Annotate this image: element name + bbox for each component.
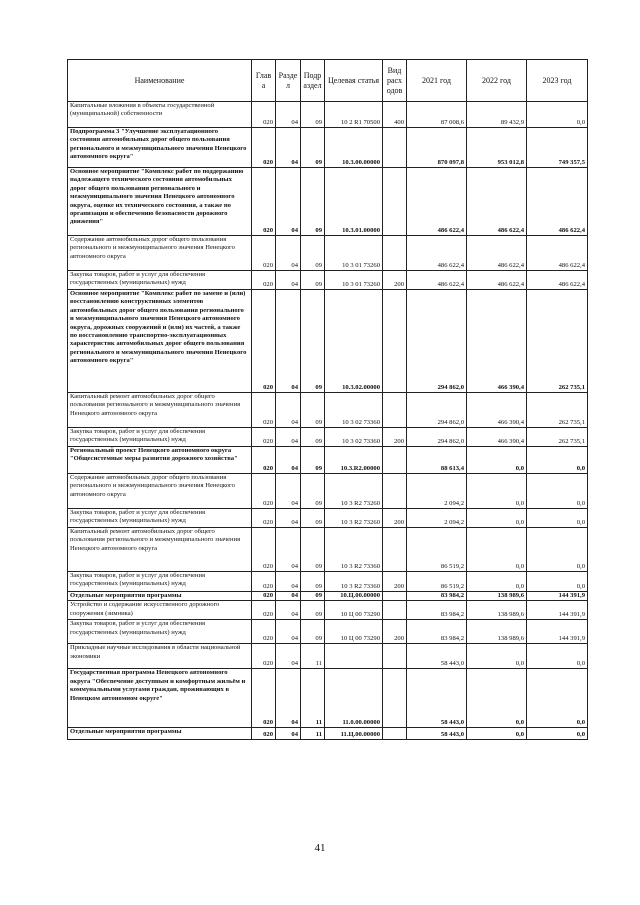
cell-podrazdel: 09 [301,447,325,474]
cell-podrazdel: 09 [301,168,325,236]
cell-razdel: 04 [276,168,301,236]
cell-2022: 138 989,6 [467,620,527,644]
cell-2021: 294 862,0 [407,290,467,393]
cell-name: Закупка товаров, работ и услуг для обеспечения государственных (муниципальных) нужд [68,620,252,644]
cell-2022: 0,0 [467,669,527,728]
header-statya: Целевая статья [325,60,383,102]
cell-statya: 11.0.00.00000 [325,669,383,728]
cell-vid [383,592,407,601]
cell-statya: 10.3.R2.00000 [325,447,383,474]
cell-vid [383,474,407,509]
cell-2023: 0,0 [527,509,588,528]
cell-2021: 88 613,4 [407,447,467,474]
cell-2022: 0,0 [467,728,527,740]
cell-name: Закупка товаров, работ и услуг для обеспечения государственных (муниципальных) нужд [68,572,252,592]
cell-statya: 10 2 R1 70500 [325,102,383,128]
header-name: Наименование [68,60,252,102]
cell-statya: 10.3.00.00000 [325,128,383,168]
cell-statya: 10.3.01.00000 [325,168,383,236]
cell-2023: 0,0 [527,102,588,128]
cell-statya: 10 3 R2 73260 [325,474,383,509]
cell-statya: 10 3 02 73360 [325,393,383,428]
header-podrazdel: Подр аздел [301,60,325,102]
cell-glava: 020 [252,572,276,592]
cell-2023: 144 391,9 [527,620,588,644]
cell-razdel: 04 [276,290,301,393]
cell-2023: 262 735,1 [527,428,588,447]
cell-name: Подпрограмма 3 "Улучшение эксплуатационного состояния автомобильных дорог общего пользования регионального и межмуниципального значения Ненецкого автономного округа" [68,128,252,168]
cell-glava: 020 [252,102,276,128]
header-2023: 2023 год [527,60,588,102]
cell-2022: 138 989,6 [467,601,527,620]
cell-glava: 020 [252,728,276,740]
cell-name: Капитальный ремонт автомобильных дорог общего пользования регионального и межмуниципального значения Ненецкого автономного округа [68,393,252,428]
table-row [68,102,588,128]
header-row [68,60,588,102]
cell-2022: 486 622,4 [467,168,527,236]
cell-statya: 10 Ц 00 73290 [325,601,383,620]
cell-vid: 200 [383,620,407,644]
cell-vid: 400 [383,102,407,128]
cell-name: Отдельные мероприятия программы [68,592,252,601]
cell-2023: 0,0 [527,728,588,740]
cell-razdel: 04 [276,447,301,474]
cell-2023: 144 391,9 [527,601,588,620]
cell-name: Закупка товаров, работ и услуг для обеспечения государственных (муниципальных) нужд [68,428,252,447]
cell-podrazdel: 09 [301,528,325,572]
table-row [68,592,588,601]
cell-podrazdel: 09 [301,102,325,128]
cell-podrazdel: 09 [301,271,325,290]
cell-statya: 10.3.02.00000 [325,290,383,393]
cell-razdel: 04 [276,728,301,740]
cell-2023: 0,0 [527,447,588,474]
cell-podrazdel: 11 [301,728,325,740]
cell-podrazdel: 09 [301,236,325,271]
table-row [68,528,588,572]
cell-statya: 11.Ц.00.00000 [325,728,383,740]
cell-2021: 58 443,0 [407,644,467,669]
cell-2022: 466 390,4 [467,290,527,393]
cell-name: Региональный проект Ненецкого автономного округа "Общесистемные меры развития дорожного хозяйства" [68,447,252,474]
cell-razdel: 04 [276,669,301,728]
cell-2021: 486 622,4 [407,236,467,271]
cell-glava: 020 [252,474,276,509]
header-2022: 2022 год [467,60,527,102]
table-row [68,572,588,592]
table-row [68,290,588,393]
table-row [68,393,588,428]
cell-2022: 466 390,4 [467,428,527,447]
cell-statya: 10 3 R2 73360 [325,528,383,572]
budget-table [67,59,588,740]
cell-name: Прикладные научные исследования в области национальной экономики [68,644,252,669]
cell-podrazdel: 11 [301,644,325,669]
cell-razdel: 04 [276,393,301,428]
cell-podrazdel: 11 [301,669,325,728]
cell-vid [383,728,407,740]
table-row [68,509,588,528]
cell-statya: 10 3 01 73260 [325,271,383,290]
cell-glava: 020 [252,592,276,601]
cell-razdel: 04 [276,644,301,669]
table-row [68,728,588,740]
cell-vid [383,447,407,474]
cell-glava: 020 [252,271,276,290]
cell-name: Содержание автомобильных дорог общего пользования регионального и межмуниципального значения Ненецкого автономного округа [68,236,252,271]
cell-razdel: 04 [276,592,301,601]
cell-vid: 200 [383,572,407,592]
cell-podrazdel: 09 [301,128,325,168]
cell-glava: 020 [252,428,276,447]
cell-2023: 486 622,4 [527,168,588,236]
cell-razdel: 04 [276,236,301,271]
cell-2022: 0,0 [467,644,527,669]
cell-2021: 87 008,6 [407,102,467,128]
cell-2021: 486 622,4 [407,168,467,236]
cell-glava: 020 [252,168,276,236]
cell-2023: 262 735,1 [527,393,588,428]
cell-statya: 10 3 R2 73260 [325,509,383,528]
cell-statya [325,644,383,669]
cell-glava: 020 [252,290,276,393]
cell-2022: 0,0 [467,474,527,509]
cell-2023: 486 622,4 [527,236,588,271]
cell-2021: 86 519,2 [407,528,467,572]
cell-statya: 10 Ц 00 73290 [325,620,383,644]
cell-glava: 020 [252,447,276,474]
cell-razdel: 04 [276,102,301,128]
cell-2021: 86 519,2 [407,572,467,592]
cell-razdel: 04 [276,428,301,447]
cell-name: Устройство и содержание искусственного дорожного сооружения (зимника) [68,601,252,620]
cell-2022: 89 432,9 [467,102,527,128]
cell-podrazdel: 09 [301,509,325,528]
header-razdel: Разде л [276,60,301,102]
cell-2022: 0,0 [467,572,527,592]
table-body [68,102,588,740]
cell-glava: 020 [252,669,276,728]
cell-razdel: 04 [276,601,301,620]
cell-statya: 10 3 02 73360 [325,428,383,447]
cell-2021: 294 862,0 [407,428,467,447]
cell-razdel: 04 [276,572,301,592]
cell-glava: 020 [252,528,276,572]
cell-podrazdel: 09 [301,592,325,601]
cell-name: Отдельные мероприятия программы [68,728,252,740]
table-row [68,168,588,236]
cell-razdel: 04 [276,474,301,509]
cell-2021: 83 984,2 [407,601,467,620]
cell-vid: 200 [383,428,407,447]
cell-name: Закупка товаров, работ и услуг для обеспечения государственных (муниципальных) нужд [68,271,252,290]
cell-name: Государственная программа Ненецкого автономного округа "Обеспечение доступным и комфортным жильём и коммунальными услугами граждан, проживающих в Ненецком автономном округе" [68,669,252,728]
table-row [68,128,588,168]
table-row [68,474,588,509]
cell-glava: 020 [252,509,276,528]
cell-glava: 020 [252,644,276,669]
header-vid: Вид расх одов [383,60,407,102]
cell-razdel: 04 [276,509,301,528]
header-glava: Глав а [252,60,276,102]
cell-2022: 486 622,4 [467,271,527,290]
cell-podrazdel: 09 [301,393,325,428]
table-row [68,644,588,669]
table-row [68,601,588,620]
cell-2021: 294 862,0 [407,393,467,428]
cell-vid [383,236,407,271]
cell-glava: 020 [252,236,276,271]
cell-podrazdel: 09 [301,601,325,620]
cell-glava: 020 [252,128,276,168]
cell-2022: 953 012,8 [467,128,527,168]
cell-2021: 870 097,8 [407,128,467,168]
cell-podrazdel: 09 [301,290,325,393]
cell-name: Основное мероприятие "Комплекс работ по замене и (или) восстановлению конструктивных элементов автомобильных дорог общего пользования регионального и межмуниципального значения Ненецкого автономного округа, дорожных сооружений и (или) их частей, а также по восстановлению транспортно-эксплуатационных характеристик автомобильных дорог общего пользования регионального и межмуниципального значения Ненецкого автономного округа" [68,290,252,393]
cell-2023: 144 391,9 [527,592,588,601]
cell-name: Основное мероприятие "Комплекс работ по поддержанию надлежащего технического состояния автомобильных дорог общего пользования регионального и межмуниципального значения Ненецкого автономного округа, оценке их технического состояния, а также по организации и обеспечению безопасности дорожного движения" [68,168,252,236]
cell-2021: 486 622,4 [407,271,467,290]
cell-2023: 486 622,4 [527,271,588,290]
cell-statya: 10 3 R2 73360 [325,572,383,592]
cell-2022: 466 390,4 [467,393,527,428]
cell-2023: 262 735,1 [527,290,588,393]
cell-vid [383,601,407,620]
cell-vid [383,290,407,393]
cell-podrazdel: 09 [301,428,325,447]
cell-2022: 138 989,6 [467,592,527,601]
table-row [68,620,588,644]
header-2021: 2021 год [407,60,467,102]
cell-2021: 58 443,0 [407,669,467,728]
cell-2022: 486 622,4 [467,236,527,271]
cell-2023: 749 357,5 [527,128,588,168]
cell-vid [383,669,407,728]
table-row [68,236,588,271]
cell-vid [383,644,407,669]
cell-vid [383,393,407,428]
cell-2022: 0,0 [467,528,527,572]
cell-2023: 0,0 [527,572,588,592]
cell-glava: 020 [252,620,276,644]
cell-vid [383,528,407,572]
cell-2021: 2 094,2 [407,509,467,528]
cell-2021: 2 094,2 [407,474,467,509]
cell-2021: 58 443,0 [407,728,467,740]
cell-vid [383,168,407,236]
cell-razdel: 04 [276,528,301,572]
cell-vid [383,128,407,168]
cell-name: Капитальные вложения в объекты государственной (муниципальной) собственности [68,102,252,128]
cell-name: Закупка товаров, работ и услуг для обеспечения государственных (муниципальных) нужд [68,509,252,528]
cell-podrazdel: 09 [301,474,325,509]
cell-razdel: 04 [276,620,301,644]
cell-2022: 0,0 [467,509,527,528]
cell-statya: 10 3 01 73260 [325,236,383,271]
cell-razdel: 04 [276,271,301,290]
cell-2021: 83 984,2 [407,620,467,644]
cell-glava: 020 [252,601,276,620]
cell-vid: 200 [383,271,407,290]
cell-vid: 200 [383,509,407,528]
table-row [68,271,588,290]
cell-glava: 020 [252,393,276,428]
page-number: 41 [314,842,326,854]
cell-name: Содержание автомобильных дорог общего пользования регионального и межмуниципального значения Ненецкого автономного округа [68,474,252,509]
cell-2023: 0,0 [527,528,588,572]
cell-2023: 0,0 [527,474,588,509]
table-row [68,669,588,728]
cell-name: Капитальный ремонт автомобильных дорог общего пользования регионального и межмуниципального значения Ненецкого автономного округа [68,528,252,572]
cell-2023: 0,0 [527,669,588,728]
cell-razdel: 04 [276,128,301,168]
cell-podrazdel: 09 [301,572,325,592]
cell-podrazdel: 09 [301,620,325,644]
cell-2021: 83 984,2 [407,592,467,601]
table-row [68,428,588,447]
cell-statya: 10.Ц.00.00000 [325,592,383,601]
cell-2022: 0,0 [467,447,527,474]
table-row [68,447,588,474]
cell-2023: 0,0 [527,644,588,669]
